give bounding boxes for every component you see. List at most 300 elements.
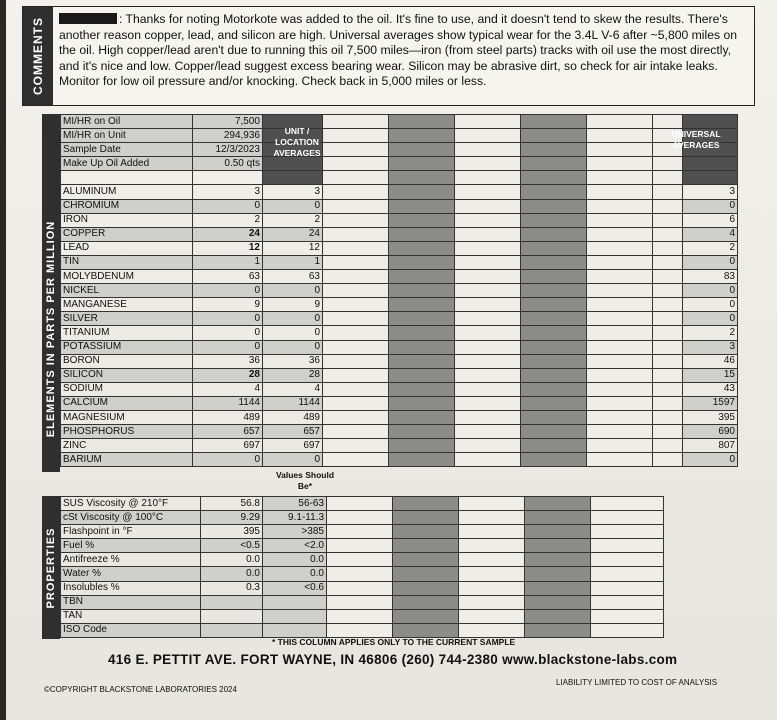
- blank-cell: [455, 227, 521, 241]
- blank-cell: [389, 396, 455, 410]
- element-value: 9: [193, 298, 263, 312]
- blank-cell: [521, 284, 587, 298]
- blank-cell: [591, 497, 664, 511]
- element-unit-average: 0: [263, 326, 323, 340]
- redacted-name: [59, 13, 117, 24]
- blank-cell: [323, 396, 389, 410]
- blank-cell: [455, 157, 521, 171]
- blank-cell: [389, 199, 455, 213]
- blank-cell: [459, 525, 525, 539]
- blank-cell: [393, 525, 459, 539]
- blank-cell: [389, 425, 455, 439]
- spacer-cell: [653, 354, 683, 368]
- header-row: [61, 157, 738, 171]
- element-unit-average: 489: [263, 410, 323, 424]
- property-row: [61, 595, 664, 609]
- header-row-value: 294,936: [193, 129, 263, 143]
- blank-cell: [455, 270, 521, 284]
- element-universal-average: 807: [683, 439, 738, 453]
- comments-text: : Thanks for noting Motorkote was added to the oil. It's fine to use, and it doesn't tend to skew the results. There's another reason copper, lead, and silicon are high. Universal averages show typical wear for the 3.4L V-6 after ~5,800 miles on the oil. High copper/lead aren't due to running this oil 7,500 miles—iron (from steel parts) tracks with oil use the most directly, and it's nice and low. Copper/lead suggest excess bearing wear. Silicon may be abrasive dirt, so check for air intake leaks. Monitor for low oil pressure and/or knocking. Check back in 5,000 miles or less.: [59, 12, 738, 89]
- blank-cell: [455, 129, 521, 143]
- element-name: SODIUM: [61, 382, 193, 396]
- blank-cell: [393, 581, 459, 595]
- blank-cell: [389, 143, 455, 157]
- blank-cell: [389, 354, 455, 368]
- property-value: 56.8: [201, 497, 263, 511]
- blank-cell: [455, 453, 521, 467]
- blank-cell: [323, 340, 389, 354]
- element-name: BARIUM: [61, 453, 193, 467]
- blank-cell: [323, 213, 389, 227]
- blank-cell: [393, 539, 459, 553]
- copyright: ©COPYRIGHT BLACKSTONE LABORATORIES 2024: [44, 685, 237, 694]
- element-value: 0: [193, 284, 263, 298]
- element-row: [61, 241, 738, 255]
- blank-cell: [323, 227, 389, 241]
- blank-cell: [459, 539, 525, 553]
- element-row: [61, 298, 738, 312]
- element-row: [61, 227, 738, 241]
- spacer-cell: [653, 439, 683, 453]
- element-row: [61, 270, 738, 284]
- blank-cell: [591, 567, 664, 581]
- header-row-label: Sample Date: [61, 143, 193, 157]
- spacer-cell: [653, 425, 683, 439]
- element-unit-average: 657: [263, 425, 323, 439]
- blank-cell: [521, 185, 587, 199]
- blank-cell: [327, 497, 393, 511]
- element-row: [61, 354, 738, 368]
- blank-cell: [525, 609, 591, 623]
- blank-cell: [525, 497, 591, 511]
- blank-cell: [455, 171, 521, 185]
- blank-cell: [455, 241, 521, 255]
- blank-cell: [393, 623, 459, 637]
- blank-cell: [587, 213, 653, 227]
- element-row: [61, 284, 738, 298]
- blank-cell: [521, 410, 587, 424]
- element-unit-average: 2: [263, 213, 323, 227]
- property-should-be: 0.0: [263, 567, 327, 581]
- spacer-cell: [653, 255, 683, 269]
- values-should-be-header: Values Should Be*: [275, 470, 335, 491]
- properties-side-bar: [42, 496, 60, 639]
- blank-cell: [525, 567, 591, 581]
- blank-cell: [455, 410, 521, 424]
- blank-cell: [455, 298, 521, 312]
- element-value: 3: [193, 185, 263, 199]
- blank-cell: [455, 284, 521, 298]
- property-value: <0.5: [201, 539, 263, 553]
- element-value: 657: [193, 425, 263, 439]
- properties-side-label: PROPERTIES: [45, 527, 57, 608]
- blank-cell: [323, 368, 389, 382]
- element-universal-average: 0: [683, 199, 738, 213]
- blank-cell: [389, 382, 455, 396]
- blank-cell: [591, 511, 664, 525]
- lab-address: 416 E. PETTIT AVE. FORT WAYNE, IN 46806 (260) 744-2380 www.blackstone-labs.com: [108, 652, 678, 667]
- elements-side-label: ELEMENTS IN PARTS PER MILLION: [45, 220, 57, 437]
- element-unit-average: 0: [263, 340, 323, 354]
- blank-cell: [455, 354, 521, 368]
- header-row: [61, 143, 738, 157]
- property-should-be: [263, 609, 327, 623]
- property-row: [61, 581, 664, 595]
- blank-cell: [389, 241, 455, 255]
- blank-cell: [323, 143, 389, 157]
- blank-cell: [455, 255, 521, 269]
- blank-cell: [389, 453, 455, 467]
- blank-cell: [591, 609, 664, 623]
- element-value: 0: [193, 326, 263, 340]
- blank-cell: [587, 396, 653, 410]
- blank-cell: [591, 539, 664, 553]
- blank-cell: [323, 425, 389, 439]
- comments-box: [22, 6, 755, 106]
- blank-cell: [525, 595, 591, 609]
- blank-cell: [521, 241, 587, 255]
- element-row: [61, 439, 738, 453]
- blank-cell: [323, 284, 389, 298]
- blank-cell: [323, 298, 389, 312]
- spacer-cell: [653, 298, 683, 312]
- property-value: 0.3: [201, 581, 263, 595]
- element-value: 1: [193, 255, 263, 269]
- properties-table: [60, 496, 664, 638]
- element-name: NICKEL: [61, 284, 193, 298]
- blank-cell: [521, 368, 587, 382]
- spacer-row: [61, 171, 738, 185]
- header-row-value: 7,500: [193, 115, 263, 129]
- blank-cell: [525, 581, 591, 595]
- element-value: 36: [193, 354, 263, 368]
- header-row-value: 12/3/2023: [193, 143, 263, 157]
- property-value: [201, 609, 263, 623]
- property-should-be: <0.6: [263, 581, 327, 595]
- blank-cell: [591, 623, 664, 637]
- elements-table: [60, 114, 738, 467]
- element-row: [61, 326, 738, 340]
- property-name: TBN: [61, 595, 201, 609]
- element-unit-average: 0: [263, 312, 323, 326]
- blank-cell: [389, 298, 455, 312]
- element-value: 489: [193, 410, 263, 424]
- property-row: [61, 609, 664, 623]
- element-universal-average: 46: [683, 354, 738, 368]
- spacer-cell: [653, 157, 683, 171]
- spacer-cell: [653, 185, 683, 199]
- header-row-label: Make Up Oil Added: [61, 157, 193, 171]
- spacer-cell: [653, 453, 683, 467]
- blank-cell: [323, 241, 389, 255]
- header-row-value: 0.50 qts: [193, 157, 263, 171]
- blank-cell: [327, 539, 393, 553]
- comments-label: COMMENTS: [31, 17, 45, 95]
- element-unit-average: 1: [263, 255, 323, 269]
- element-value: 697: [193, 439, 263, 453]
- blank-cell: [591, 525, 664, 539]
- blank-cell: [389, 171, 455, 185]
- element-name: CHROMIUM: [61, 199, 193, 213]
- blank-cell: [587, 185, 653, 199]
- blank-cell: [587, 241, 653, 255]
- blank-cell: [587, 157, 653, 171]
- element-row: [61, 368, 738, 382]
- element-row: [61, 312, 738, 326]
- spacer-cell: [653, 368, 683, 382]
- element-universal-average: 15: [683, 368, 738, 382]
- blank-cell: [455, 396, 521, 410]
- blank-cell: [525, 539, 591, 553]
- element-value: 24: [193, 227, 263, 241]
- property-should-be: <2.0: [263, 539, 327, 553]
- element-value: 63: [193, 270, 263, 284]
- blank-cell: [389, 312, 455, 326]
- blank-cell: [521, 453, 587, 467]
- header-row: [61, 115, 738, 129]
- spacer-cell: [653, 241, 683, 255]
- blank-cell: [323, 185, 389, 199]
- element-unit-average: 36: [263, 354, 323, 368]
- property-row: [61, 525, 664, 539]
- element-unit-average: 9: [263, 298, 323, 312]
- element-row: [61, 213, 738, 227]
- blank-cell: [587, 171, 653, 185]
- blank-cell: [591, 553, 664, 567]
- blank-cell: [455, 439, 521, 453]
- element-value: 0: [193, 199, 263, 213]
- blank-cell: [587, 410, 653, 424]
- element-name: POTASSIUM: [61, 340, 193, 354]
- blank-cell: [389, 255, 455, 269]
- blank-cell: [587, 425, 653, 439]
- blank-cell: [455, 368, 521, 382]
- blank-cell: [587, 129, 653, 143]
- blank-cell: [521, 439, 587, 453]
- element-universal-average: 0: [683, 453, 738, 467]
- element-universal-average: 6: [683, 213, 738, 227]
- elements-side-bar: [42, 185, 60, 472]
- blank-cell: [323, 255, 389, 269]
- blank-cell: [459, 567, 525, 581]
- blank-cell: [323, 199, 389, 213]
- property-value: 395: [201, 525, 263, 539]
- spacer-cell: [653, 270, 683, 284]
- element-unit-average: 3: [263, 185, 323, 199]
- blank-cell: [327, 623, 393, 637]
- element-universal-average: 3: [683, 185, 738, 199]
- blank-cell: [323, 115, 389, 129]
- property-value: 9.29: [201, 511, 263, 525]
- element-unit-average: 0: [263, 453, 323, 467]
- blank-cell: [389, 115, 455, 129]
- blank-cell: [521, 270, 587, 284]
- universal-cell: [683, 115, 738, 129]
- element-universal-average: 3: [683, 340, 738, 354]
- spacer-cell: [653, 213, 683, 227]
- blank-cell: [459, 609, 525, 623]
- blank-cell: [525, 511, 591, 525]
- element-name: TIN: [61, 255, 193, 269]
- blank-cell: [587, 199, 653, 213]
- blank-cell: [587, 368, 653, 382]
- property-should-be: [263, 595, 327, 609]
- blank-cell: [455, 213, 521, 227]
- property-should-be: 56-63: [263, 497, 327, 511]
- element-name: PHOSPHORUS: [61, 425, 193, 439]
- blank-cell: [521, 312, 587, 326]
- blank-cell: [389, 213, 455, 227]
- property-row: [61, 553, 664, 567]
- blank-cell: [587, 382, 653, 396]
- blank-cell: [389, 410, 455, 424]
- blank-cell: [389, 270, 455, 284]
- blank-cell: [327, 567, 393, 581]
- blank-cell: [389, 157, 455, 171]
- element-name: SILVER: [61, 312, 193, 326]
- property-value: 0.0: [201, 567, 263, 581]
- element-row: [61, 255, 738, 269]
- spacer-cell: [193, 171, 263, 185]
- element-row: [61, 199, 738, 213]
- blank-cell: [455, 115, 521, 129]
- property-row: [61, 511, 664, 525]
- spacer-cell: [653, 284, 683, 298]
- blank-cell: [521, 143, 587, 157]
- property-name: Insolubles %: [61, 581, 201, 595]
- element-value: 12: [193, 241, 263, 255]
- element-universal-average: 0: [683, 284, 738, 298]
- blank-cell: [521, 129, 587, 143]
- element-row: [61, 185, 738, 199]
- blank-cell: [327, 511, 393, 525]
- property-row: [61, 497, 664, 511]
- element-unit-average: 12: [263, 241, 323, 255]
- blank-cell: [459, 511, 525, 525]
- blank-cell: [459, 581, 525, 595]
- liability-note: LIABILITY LIMITED TO COST OF ANALYSIS: [556, 678, 718, 687]
- blank-cell: [327, 581, 393, 595]
- blank-cell: [525, 623, 591, 637]
- unit-averages-header: UNIT / LOCATION AVERAGES: [273, 126, 321, 158]
- property-name: Flashpoint in °F: [61, 525, 201, 539]
- universal-cell: [683, 171, 738, 185]
- spacer-cell: [653, 312, 683, 326]
- element-row: [61, 453, 738, 467]
- element-row: [61, 410, 738, 424]
- element-value: 28: [193, 368, 263, 382]
- blank-cell: [521, 396, 587, 410]
- element-unit-average: 697: [263, 439, 323, 453]
- blank-cell: [323, 410, 389, 424]
- blank-cell: [389, 326, 455, 340]
- blank-cell: [393, 511, 459, 525]
- property-row: [61, 539, 664, 553]
- universal-averages-header: UNIVERSAL AVERAGES: [671, 129, 721, 150]
- blank-cell: [389, 227, 455, 241]
- blank-cell: [521, 199, 587, 213]
- blank-cell: [587, 354, 653, 368]
- element-value: 1144: [193, 396, 263, 410]
- element-universal-average: 0: [683, 255, 738, 269]
- element-universal-average: 1597: [683, 396, 738, 410]
- universal-cell: [683, 157, 738, 171]
- element-name: BORON: [61, 354, 193, 368]
- element-row: [61, 382, 738, 396]
- element-unit-average: 28: [263, 368, 323, 382]
- element-value: 4: [193, 382, 263, 396]
- element-row: [61, 396, 738, 410]
- blank-cell: [455, 340, 521, 354]
- spacer-cell: [653, 171, 683, 185]
- element-row: [61, 425, 738, 439]
- element-universal-average: 2: [683, 326, 738, 340]
- blank-cell: [525, 553, 591, 567]
- element-universal-average: 395: [683, 410, 738, 424]
- element-name: LEAD: [61, 241, 193, 255]
- blank-cell: [455, 425, 521, 439]
- blank-cell: [323, 129, 389, 143]
- spacer-cell: [653, 340, 683, 354]
- property-should-be: 0.0: [263, 553, 327, 567]
- element-universal-average: 4: [683, 227, 738, 241]
- blank-cell: [587, 284, 653, 298]
- property-value: 0.0: [201, 553, 263, 567]
- blank-cell: [389, 185, 455, 199]
- blank-cell: [521, 213, 587, 227]
- blank-cell: [323, 312, 389, 326]
- element-value: 0: [193, 453, 263, 467]
- blank-cell: [459, 497, 525, 511]
- blank-cell: [327, 553, 393, 567]
- spacer-cell: [653, 115, 683, 129]
- blank-cell: [389, 340, 455, 354]
- blank-cell: [459, 553, 525, 567]
- element-value: 0: [193, 340, 263, 354]
- spacer-cell: [653, 199, 683, 213]
- property-value: [201, 595, 263, 609]
- blank-cell: [521, 255, 587, 269]
- blank-cell: [521, 227, 587, 241]
- blank-cell: [525, 525, 591, 539]
- element-name: MOLYBDENUM: [61, 270, 193, 284]
- element-unit-average: 0: [263, 284, 323, 298]
- blank-cell: [459, 595, 525, 609]
- blank-cell: [587, 312, 653, 326]
- blank-cell: [587, 453, 653, 467]
- blank-cell: [323, 270, 389, 284]
- element-name: CALCIUM: [61, 396, 193, 410]
- blank-cell: [521, 340, 587, 354]
- header-side-bar: [42, 114, 60, 185]
- property-row: [61, 623, 664, 637]
- blank-cell: [389, 129, 455, 143]
- blank-cell: [389, 284, 455, 298]
- element-name: MANGANESE: [61, 298, 193, 312]
- element-universal-average: 83: [683, 270, 738, 284]
- blank-cell: [521, 354, 587, 368]
- blank-cell: [587, 439, 653, 453]
- blank-cell: [587, 143, 653, 157]
- element-unit-average: 24: [263, 227, 323, 241]
- element-value: 0: [193, 312, 263, 326]
- blank-cell: [327, 525, 393, 539]
- element-universal-average: 0: [683, 298, 738, 312]
- spacer-cell: [653, 382, 683, 396]
- blank-cell: [389, 368, 455, 382]
- blank-cell: [521, 157, 587, 171]
- element-universal-average: 690: [683, 425, 738, 439]
